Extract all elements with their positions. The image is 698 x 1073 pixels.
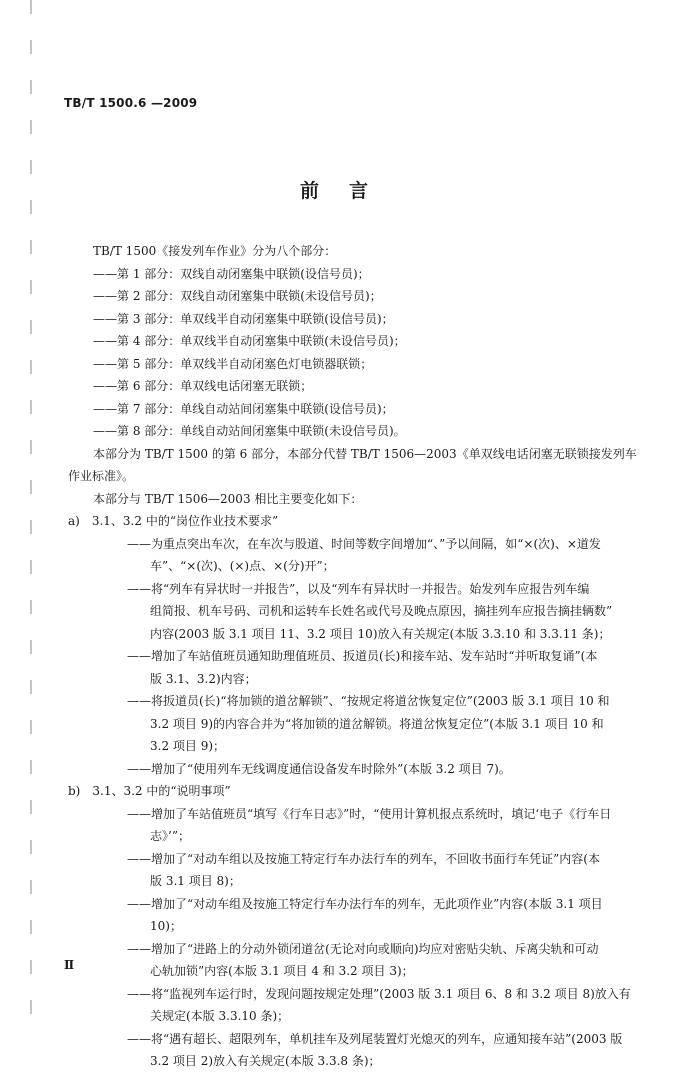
section-b-heading: b) 3.1、3.2 中的“说明事项” (68, 784, 231, 798)
change-item-cont: 版 3.1 项目 8)； (150, 874, 241, 888)
parts-list (93, 263, 653, 443)
change-item: ——增加了“对动车组及按施工特定行车办法行车的列车，无此项作业”内容(本版 3.1 项目 (127, 896, 603, 911)
change-item-cont: 3.2 项目 9)的内容合并为“将加锁的道岔解锁。将道岔恢复定位”(本版 3.1 项目 10 和 (150, 716, 604, 731)
part-item: ——第 3 部分：单双线半自动闭塞集中联锁(设信号员)； (93, 311, 394, 326)
changes-intro: 本部分与 TB/T 1506—2003 相比主要变化如下： (93, 491, 363, 506)
scan-binding-edge (30, 0, 32, 1024)
change-item-cont: 心轨加锁”内容(本版 3.1 项目 4 和 3.2 项目 3)； (150, 964, 414, 978)
change-item: ——将“监视列车运行时，发现问题按规定处理”(2003 版 3.1 项目 6、8 和 3.2 项目 8)放入有 (127, 986, 631, 1001)
change-item: ——增加了车站值班员通知助理值班员、扳道员(长)和接车站、发车站时“并听取复诵”(本 (127, 649, 598, 663)
part-item: ——第 8 部分：单线自动站间闭塞集中联锁(未设信号员)。 (93, 424, 406, 438)
part-item: ——第 5 部分：单双线半自动闭塞色灯电锁器联锁； (93, 356, 373, 371)
replacement-statement-cont: 作业标准》。 (68, 469, 135, 483)
change-item: ——增加了“使用列车无线调度通信设备发车时除外”(本版 3.2 项目 7)。 (127, 761, 511, 776)
part-item: ——第 6 部分：单双线电话闭塞无联锁； (93, 379, 313, 393)
change-item: ——为重点突出车次，在车次与股道、时间等数字间增加“、”予以间隔，如“×(次)、×道发 (127, 536, 601, 551)
change-item-cont: 10)； (150, 919, 182, 933)
part-item: ——第 4 部分：单双线半自动闭塞集中联锁(未设信号员)； (93, 334, 406, 348)
change-item: ——将扳道员(长)“将加锁的道岔解锁”、“按规定将道岔恢复定位”(2003 版 3.1 项目 10 和 (127, 694, 610, 708)
change-item: ——将“遇有超长、超限列车，单机挂车及列尾装置灯光熄灭的列车，应通知接车站”(2003 版 (127, 1031, 623, 1046)
change-item-cont: 组简报、机车号码、司机和运转车长姓名或代号及晚点原因，摘挂列车应报告摘挂辆数” (150, 604, 613, 618)
change-item: ——增加了车站值班员“填写《行车日志》”时，“使用计算机报点系统时，填记‘电子《行车日 (127, 806, 612, 821)
change-item: ——增加了“进路上的分动外锁闭道岔(无论对向或顺向)均应对密贴尖轨、斥离尖轨和可动 (127, 941, 599, 956)
replacement-statement: 本部分为 TB/T 1500 的第 6 部分，本部分代替 TB/T 1506—2003《单双线电话闭塞无联锁接发列车 (93, 446, 637, 461)
standard-code-header: TB/T 1500.6 —2009 (64, 96, 198, 110)
change-item: ——增加了“对动车组以及按施工特定行车办法行车的列车，不回收书面行车凭证”内容(本 (127, 851, 600, 866)
change-item-cont: 关规定(本版 3.3.10 条)； (150, 1009, 290, 1023)
change-item-cont: 志》’”； (150, 829, 190, 843)
intro-line: TB/T 1500《接发列车作业》分为八个部分： (93, 244, 337, 258)
page-number: Ⅱ (64, 958, 75, 972)
section-a-heading: a) 3.1、3.2 中的“岗位作业技术要求” (68, 514, 279, 528)
change-item: ——将“列车有异状时一并报告”，以及“列车有异状时一并报告。始发列车应报告列车编 (127, 581, 590, 596)
part-item: ——第 1 部分：双线自动闭塞集中联锁(设信号员)； (93, 266, 370, 281)
change-item-cont: 车”、“×(次)、(×)点、×(分)开”； (150, 559, 335, 573)
page-title: 前言 (299, 180, 398, 202)
part-item: ——第 2 部分：双线自动闭塞集中联锁(未设信号员)； (93, 289, 382, 303)
change-item-cont: 内容(2003 版 3.1 项目 11、3.2 项目 10)放入有关规定(本版 3.3.10 和 3.3.11 条)； (150, 626, 611, 641)
change-item-cont: 版 3.1、3.2)内容； (150, 671, 257, 686)
change-item-cont: 3.2 项目 9)； (150, 739, 226, 753)
change-item-cont: 3.2 项目 2)放入有关规定(本版 3.3.8 条)； (150, 1054, 381, 1068)
part-item: ——第 7 部分：单线自动站间闭塞集中联锁(设信号员)； (93, 401, 394, 416)
